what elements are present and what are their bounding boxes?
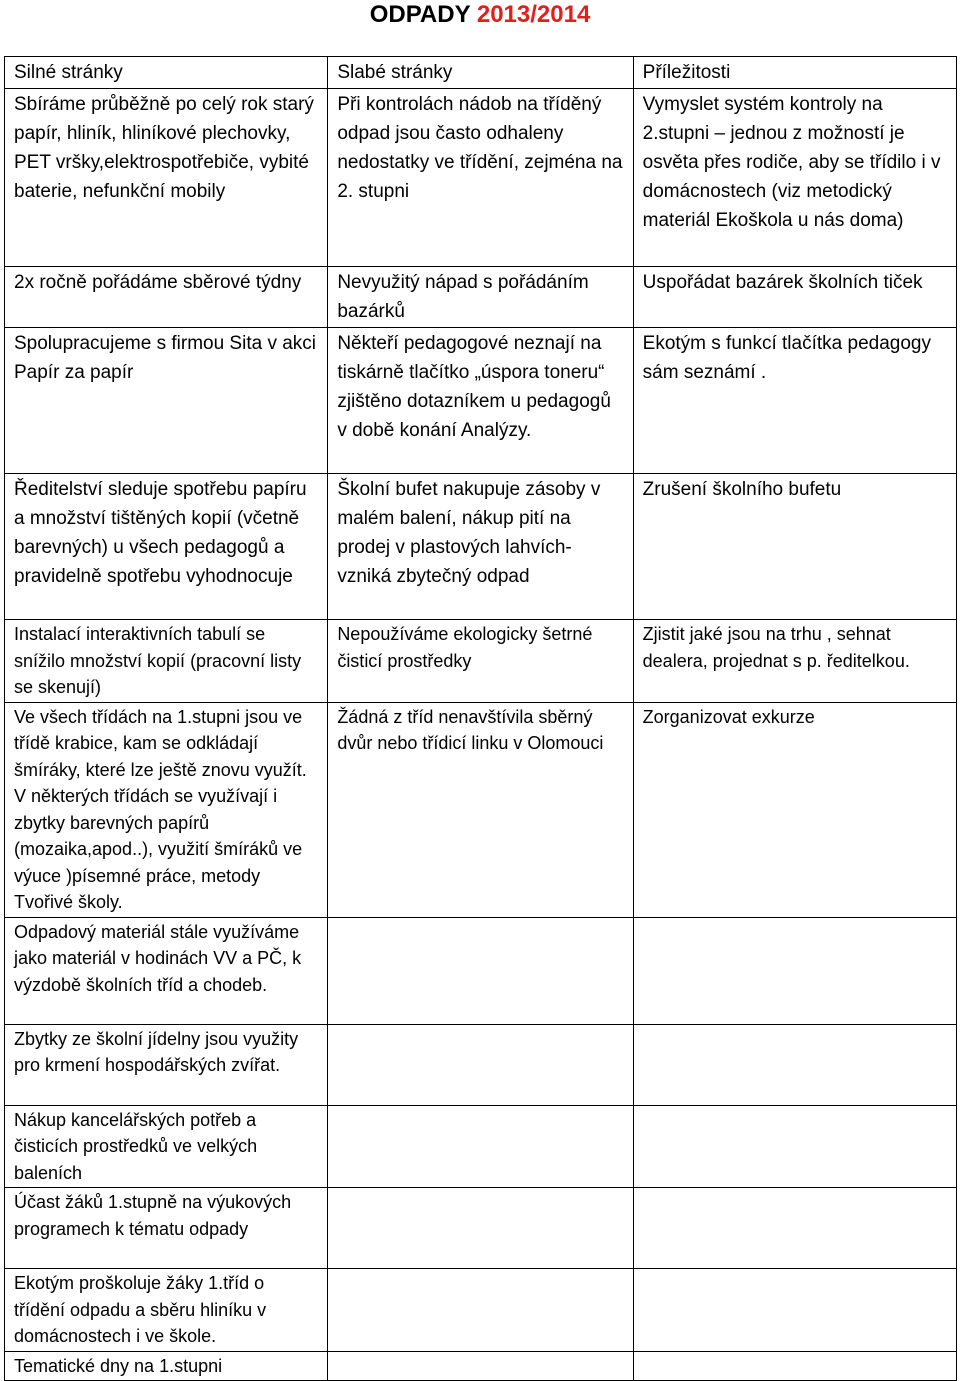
weakness-cell: Při kontrolách nádob na tříděný odpad jsou často odhaleny nedostatky ve třídění, zejména na 2. stupni (328, 89, 633, 267)
strength-cell: Ve všech třídách na 1.stupni jsou ve třídě krabice, kam se odkládají šmíráky, které lze ještě znovu využít. V některých třídách se využívají i zbytky barevných papírů (mozaika,apod..), využití šmíráků ve výuce )písemné práce, metody Tvořivé školy. (5, 702, 328, 917)
weakness-cell: Žádná z tříd nenavštívila sběrný dvůr nebo třídicí linku v Olomouci (328, 702, 633, 917)
table-row (5, 1105, 957, 1188)
table-row (5, 917, 957, 1024)
table-row (5, 328, 957, 474)
strength-cell: Instalací interaktivních tabulí se snížilo množství kopií (pracovní listy se skenují) (5, 620, 328, 703)
table-row (5, 1269, 957, 1352)
table-row (5, 1024, 957, 1105)
strength-cell: Odpadový materiál stále využíváme jako materiál v hodinách VV a PČ, k výzdobě školních tříd a chodeb. (5, 917, 328, 1024)
table-row (5, 267, 957, 328)
strength-cell: Sbíráme průběžně po celý rok starý papír, hliník, hliníkové plechovky, PET vršky,elektrospotřebiče, vybité baterie, nefunkční mobily (5, 89, 328, 267)
weakness-cell: Nepoužíváme ekologicky šetrné čisticí prostředky (328, 620, 633, 703)
weakness-cell (328, 1188, 633, 1269)
opportunity-cell (633, 1024, 956, 1105)
weakness-cell: Nevyužitý nápad s pořádáním bazárků (328, 267, 633, 328)
weakness-cell (328, 1269, 633, 1352)
header-strengths: Silné stránky (5, 57, 328, 89)
weakness-cell: Školní bufet nakupuje zásoby v malém balení, nákup pití na prodej v plastových lahvích- vzniká zbytečný odpad (328, 474, 633, 620)
opportunity-cell (633, 917, 956, 1024)
opportunity-cell: Zrušení školního bufetu (633, 474, 956, 620)
swot-table (4, 56, 957, 1381)
header-opportunities: Příležitosti (633, 57, 956, 89)
table-row (5, 89, 957, 267)
strength-cell: Zbytky ze školní jídelny jsou využity pro krmení hospodářských zvířat. (5, 1024, 328, 1105)
weakness-cell: Někteří pedagogové neznají na tiskárně tlačítko „úspora toneru“ zjištěno dotazníkem u pedagogů v době konání Analýzy. (328, 328, 633, 474)
table-row (5, 1351, 957, 1381)
title-prefix: ODPADY (369, 1, 477, 28)
opportunity-cell: Zjistit jaké jsou na trhu , sehnat dealera, projednat s p. ředitelkou. (633, 620, 956, 703)
opportunity-cell: Vymyslet systém kontroly na 2.stupni – jednou z možností je osvěta přes rodiče, aby se třídilo i v domácnostech (viz metodický materiál Ekoškola u nás doma) (633, 89, 956, 267)
strength-cell: Tematické dny na 1.stupni (5, 1351, 328, 1381)
opportunity-cell (633, 1351, 956, 1381)
page-title (0, 0, 960, 38)
strength-cell: Ekotým proškoluje žáky 1.tříd o třídění odpadu a sběru hliníku v domácnostech i ve škole. (5, 1269, 328, 1352)
weakness-cell (328, 1105, 633, 1188)
opportunity-cell (633, 1105, 956, 1188)
table-row (5, 702, 957, 917)
opportunity-cell: Uspořádat bazárek školních tiček (633, 267, 956, 328)
opportunity-cell: Zorganizovat exkurze (633, 702, 956, 917)
title-year: 2013/2014 (476, 1, 591, 28)
header-row (5, 57, 957, 89)
strength-cell: Nákup kancelářských potřeb a čisticích prostředků ve velkých baleních (5, 1105, 328, 1188)
table-row (5, 620, 957, 703)
weakness-cell (328, 1024, 633, 1105)
header-weaknesses: Slabé stránky (328, 57, 633, 89)
opportunity-cell: Ekotým s funkcí tlačítka pedagogy sám seznámí . (633, 328, 956, 474)
weakness-cell (328, 1351, 633, 1381)
strength-cell: Ředitelství sleduje spotřebu papíru a množství tištěných kopií (včetně barevných) u všech pedagogů a pravidelně spotřebu vyhodnocuje (5, 474, 328, 620)
table-row (5, 1188, 957, 1269)
opportunity-cell (633, 1188, 956, 1269)
strength-cell: Spolupracujeme s firmou Sita v akci Papír za papír (5, 328, 328, 474)
strength-cell: 2x ročně pořádáme sběrové týdny (5, 267, 328, 328)
strength-cell: Účast žáků 1.stupně na výukových programech k tématu odpady (5, 1188, 328, 1269)
table-row (5, 474, 957, 620)
opportunity-cell (633, 1269, 956, 1352)
weakness-cell (328, 917, 633, 1024)
